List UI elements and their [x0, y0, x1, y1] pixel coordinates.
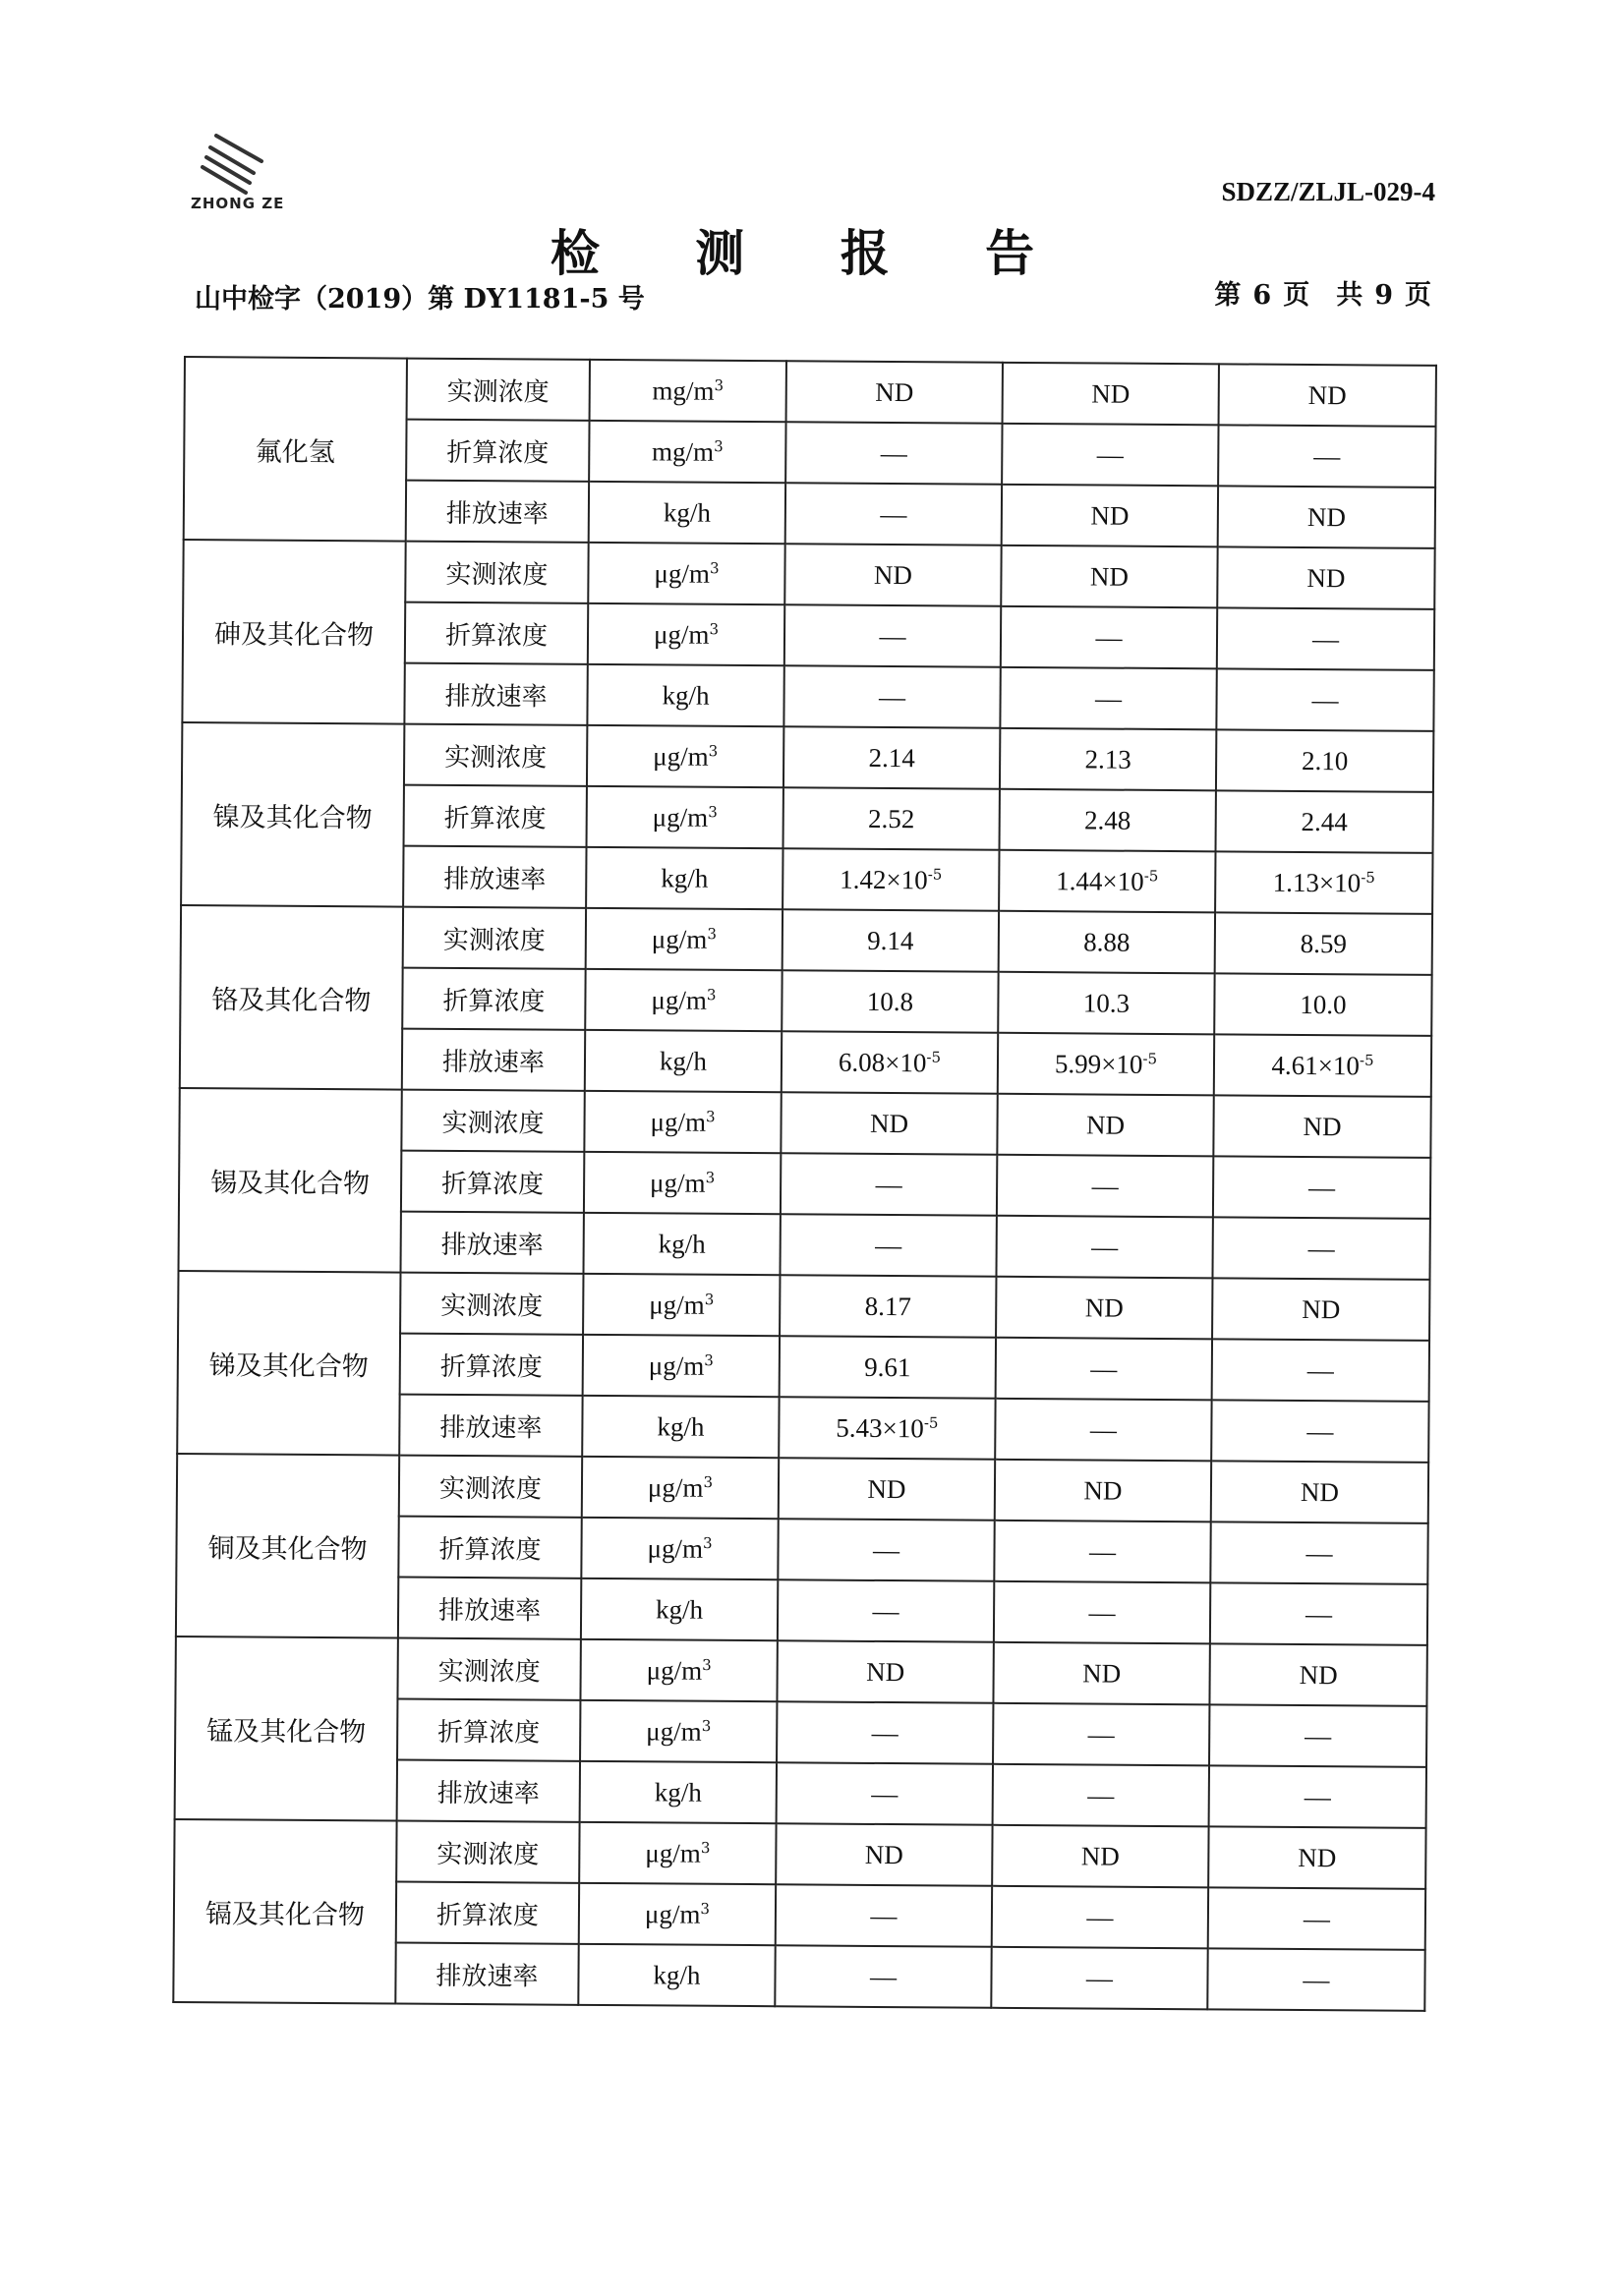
unit-cell — [584, 1152, 781, 1214]
value-text: — — [869, 1961, 898, 1991]
value-text: — — [1306, 1354, 1334, 1385]
value-cell — [993, 1764, 1209, 1827]
unit-exponent: 3 — [705, 1168, 716, 1186]
value-text: ND — [1089, 560, 1130, 592]
unit-text: μg/m — [646, 1715, 702, 1747]
value-text: ND — [875, 376, 914, 407]
parameter-label: 折算浓度 — [398, 1517, 581, 1578]
value-exponent: -5 — [923, 1413, 939, 1432]
value-cell — [775, 1945, 991, 2008]
parameter-label: 折算浓度 — [405, 603, 588, 664]
unit-exponent: 3 — [703, 1472, 714, 1491]
value-text: 1.13×10 — [1272, 867, 1362, 897]
value-cell — [779, 1458, 995, 1521]
value-text: — — [1086, 1901, 1114, 1932]
unit-text: kg/h — [663, 496, 712, 528]
parameter-label: 实测浓度 — [407, 359, 590, 421]
value-cell — [1216, 790, 1433, 853]
value-cell — [998, 1033, 1214, 1096]
value-cell — [1208, 1826, 1425, 1889]
table-row — [174, 1819, 1425, 1889]
unit-text: kg/h — [659, 1045, 708, 1076]
value-text: — — [872, 1534, 900, 1565]
unit-cell — [588, 603, 784, 665]
value-text: — — [1313, 440, 1341, 471]
parameter-label: 实测浓度 — [397, 1638, 580, 1700]
value-text: ND — [1082, 1657, 1122, 1689]
unit-exponent: 3 — [702, 1655, 712, 1674]
value-cell — [785, 422, 1002, 485]
unit-text: kg/h — [661, 862, 709, 893]
value-text: ND — [1083, 1474, 1123, 1506]
logo-text: ZHONG ZE — [191, 195, 285, 212]
unit-exponent: 3 — [709, 619, 720, 638]
page-title: 检 测 报 告 — [550, 224, 1074, 282]
unit-exponent: 3 — [706, 1107, 716, 1125]
value-text: — — [1304, 1781, 1331, 1811]
value-cell — [784, 544, 1001, 606]
value-text: — — [871, 1778, 899, 1808]
value-cell — [998, 972, 1214, 1035]
value-text: ND — [869, 1108, 909, 1138]
unit-exponent: 3 — [700, 1899, 711, 1918]
parameter-label: 实测浓度 — [400, 1273, 583, 1335]
value-cell — [1209, 1765, 1426, 1828]
value-text: — — [1307, 1233, 1335, 1263]
value-cell — [1209, 1643, 1426, 1706]
value-text: 2.48 — [1083, 804, 1131, 835]
value-text: — — [1096, 438, 1124, 470]
value-cell — [1209, 1704, 1426, 1767]
unit-cell — [583, 1274, 780, 1336]
value-text: — — [1303, 1964, 1330, 1994]
value-exponent: -5 — [927, 865, 943, 884]
unit-text: kg/h — [662, 679, 710, 711]
value-cell — [1219, 364, 1436, 427]
document-code: SDZZ/ZLJL-029-4 — [1221, 177, 1435, 206]
unit-cell — [580, 1700, 777, 1762]
value-cell — [1211, 1461, 1428, 1523]
value-text: — — [875, 1230, 902, 1260]
unit-text: μg/m — [648, 1349, 705, 1381]
value-text: — — [1311, 684, 1339, 715]
unit-cell — [585, 1030, 782, 1092]
table-row — [178, 1271, 1429, 1341]
unit-text: μg/m — [644, 1898, 701, 1929]
value-cell — [991, 1947, 1207, 2010]
parameter-label: 折算浓度 — [400, 1334, 583, 1396]
value-text: — — [870, 1900, 898, 1930]
value-cell — [992, 1886, 1208, 1949]
value-cell — [1211, 1400, 1428, 1463]
value-cell — [1000, 667, 1216, 730]
unit-exponent: 3 — [706, 985, 717, 1004]
value-cell — [1216, 729, 1433, 792]
value-cell — [780, 1275, 996, 1338]
unit-cell — [586, 847, 783, 909]
pollutant-name: 铬及其化合物 — [180, 905, 403, 1090]
value-text: ND — [1090, 499, 1130, 531]
value-cell — [1002, 424, 1218, 487]
value-cell — [777, 1640, 993, 1703]
parameter-label: 实测浓度 — [403, 907, 586, 969]
unit-text: kg/h — [655, 1593, 704, 1625]
unit-exponent: 3 — [708, 802, 718, 821]
unit-cell — [587, 664, 783, 726]
parameter-label: 排放速率 — [402, 1029, 585, 1091]
unit-text: μg/m — [653, 618, 710, 650]
value-text: 9.61 — [864, 1351, 911, 1382]
value-cell — [1208, 1887, 1425, 1950]
value-cell — [997, 1155, 1213, 1218]
value-cell — [1001, 545, 1217, 608]
value-cell — [1207, 1948, 1424, 2011]
value-text: ND — [1080, 1840, 1120, 1871]
value-cell — [993, 1642, 1209, 1705]
unit-text: kg/h — [657, 1410, 705, 1442]
unit-exponent: 3 — [714, 436, 724, 455]
unit-exponent: 3 — [714, 375, 725, 394]
unit-exponent: 3 — [704, 1290, 715, 1308]
value-cell — [1003, 363, 1219, 426]
unit-exponent: 3 — [709, 558, 720, 577]
value-text: 1.42×10 — [840, 864, 928, 894]
pollutant-name: 氟化氢 — [184, 357, 407, 542]
value-cell — [783, 848, 999, 911]
value-cell — [1215, 851, 1432, 914]
value-text: ND — [867, 1473, 906, 1504]
value-text: — — [1305, 1720, 1332, 1751]
value-text: — — [871, 1717, 899, 1748]
value-cell — [996, 1216, 1212, 1279]
unit-exponent: 3 — [701, 1716, 712, 1735]
value-text: ND — [1085, 1109, 1126, 1140]
value-cell — [1214, 1034, 1431, 1097]
value-text: 2.14 — [868, 742, 915, 773]
value-text: — — [1308, 1172, 1336, 1202]
unit-text: kg/h — [654, 1776, 702, 1808]
pollutant-name: 铜及其化合物 — [176, 1454, 399, 1638]
pollutant-name: 锑及其化合物 — [177, 1271, 400, 1456]
unit-text: kg/h — [658, 1228, 706, 1259]
table-row — [175, 1636, 1426, 1706]
value-text: 1.44×10 — [1056, 865, 1144, 896]
value-text: ND — [1307, 379, 1347, 410]
unit-text: μg/m — [653, 740, 709, 772]
value-text: 2.13 — [1084, 743, 1131, 775]
unit-cell — [590, 360, 786, 422]
unit-cell — [579, 1883, 776, 1945]
unit-text: μg/m — [646, 1654, 703, 1686]
value-exponent: -5 — [1361, 868, 1375, 887]
value-cell — [783, 909, 999, 972]
value-text: ND — [1306, 501, 1346, 532]
value-cell — [1213, 1095, 1430, 1158]
unit-cell — [583, 1335, 780, 1397]
value-cell — [1217, 607, 1434, 670]
value-text: — — [878, 681, 906, 712]
value-text: — — [1305, 1598, 1333, 1629]
value-text: 8.59 — [1300, 928, 1348, 958]
value-cell — [1216, 668, 1433, 731]
value-text: — — [1088, 1596, 1116, 1628]
value-text: — — [879, 620, 906, 651]
value-text: 10.3 — [1082, 987, 1131, 1018]
unit-cell — [586, 908, 783, 970]
table-row — [185, 357, 1436, 427]
value-cell — [776, 1884, 992, 1947]
value-text: — — [1095, 621, 1123, 653]
value-cell — [1212, 1217, 1429, 1280]
parameter-label: 排放速率 — [395, 1943, 578, 2005]
value-text: 6.08×10 — [838, 1047, 927, 1077]
value-cell — [785, 483, 1002, 545]
value-text: ND — [1306, 562, 1346, 593]
unit-cell — [582, 1457, 779, 1519]
unit-cell — [587, 786, 783, 848]
value-cell — [782, 970, 998, 1033]
table-row — [179, 1088, 1430, 1158]
page-indicator: 第 6 页 共 9 页 — [1214, 280, 1431, 311]
value-text: — — [880, 498, 907, 529]
parameter-label: 实测浓度 — [399, 1456, 582, 1518]
value-text: — — [1091, 1231, 1119, 1262]
value-cell — [994, 1521, 1210, 1583]
value-cell — [1218, 486, 1435, 548]
value-cell — [1213, 1156, 1430, 1219]
value-text: ND — [864, 1839, 903, 1869]
value-exponent: -5 — [926, 1048, 942, 1066]
value-cell — [786, 361, 1003, 424]
value-cell — [783, 665, 1000, 728]
unit-exponent: 3 — [708, 741, 719, 760]
value-text: — — [872, 1595, 899, 1626]
value-cell — [1217, 546, 1434, 609]
value-text: — — [875, 1169, 902, 1199]
unit-text: μg/m — [654, 557, 711, 589]
unit-cell — [583, 1213, 780, 1275]
value-text: 8.17 — [864, 1291, 911, 1321]
parameter-label: 实测浓度 — [401, 1090, 584, 1152]
value-text: — — [1087, 1779, 1115, 1810]
value-text: — — [1311, 623, 1340, 654]
parameter-label: 折算浓度 — [404, 785, 587, 847]
unit-text: μg/m — [649, 1289, 705, 1320]
unit-exponent: 3 — [707, 924, 717, 943]
unit-cell — [589, 482, 785, 544]
value-text: 4.61×10 — [1271, 1050, 1361, 1080]
value-cell — [999, 850, 1215, 913]
value-text: 5.99×10 — [1054, 1048, 1143, 1079]
pollutant-name: 镍及其化合物 — [181, 722, 404, 907]
unit-text: μg/m — [647, 1471, 704, 1503]
value-text: — — [1091, 1170, 1119, 1201]
measurement-table — [172, 356, 1437, 2012]
unit-cell — [579, 1822, 776, 1884]
parameter-label: 折算浓度 — [401, 1151, 584, 1213]
value-cell — [1000, 728, 1216, 791]
parameter-label: 排放速率 — [400, 1212, 583, 1274]
unit-cell — [581, 1578, 778, 1640]
table-row — [181, 905, 1432, 975]
value-text: 9.14 — [867, 925, 914, 955]
parameter-label: 折算浓度 — [397, 1699, 580, 1761]
value-cell — [993, 1703, 1209, 1766]
table-row — [183, 540, 1434, 609]
unit-cell — [580, 1639, 777, 1701]
parameter-label: 折算浓度 — [396, 1882, 579, 1944]
value-cell — [997, 1094, 1213, 1157]
value-text: — — [1087, 1718, 1115, 1750]
table-row — [182, 722, 1433, 792]
value-text: ND — [1091, 377, 1131, 409]
value-text: — — [1085, 1962, 1114, 1993]
value-text: — — [1094, 682, 1123, 714]
unit-text: μg/m — [652, 801, 709, 832]
value-exponent: -5 — [1142, 1049, 1158, 1067]
report-number: 山中检字（2019）第 DY1181-5 号 — [195, 284, 645, 315]
unit-exponent: 3 — [704, 1350, 714, 1369]
value-text: — — [1305, 1537, 1333, 1568]
value-text: — — [1088, 1535, 1117, 1567]
unit-cell — [589, 421, 785, 483]
value-cell — [995, 1399, 1211, 1462]
value-cell — [999, 911, 1215, 974]
unit-text: μg/m — [647, 1532, 704, 1564]
value-text: ND — [1084, 1292, 1124, 1323]
parameter-label: 排放速率 — [404, 663, 587, 725]
value-text: — — [1089, 1413, 1118, 1445]
value-cell — [783, 726, 1000, 789]
parameter-label: 实测浓度 — [404, 724, 587, 786]
value-cell — [1218, 425, 1435, 488]
value-text: ND — [1302, 1293, 1341, 1324]
value-cell — [1210, 1582, 1427, 1645]
unit-cell — [585, 969, 782, 1031]
unit-cell — [581, 1518, 778, 1579]
value-cell — [1212, 1278, 1429, 1341]
value-cell — [778, 1579, 994, 1642]
value-cell — [781, 1092, 997, 1155]
value-cell — [779, 1397, 995, 1460]
value-text: ND — [1303, 1111, 1342, 1141]
value-cell — [1214, 973, 1431, 1036]
value-cell — [1000, 789, 1216, 852]
value-exponent: -5 — [1143, 866, 1159, 885]
pollutant-name: 锰及其化合物 — [175, 1636, 398, 1821]
pollutant-name: 锡及其化合物 — [179, 1088, 402, 1273]
value-cell — [992, 1825, 1208, 1888]
parameter-label: 实测浓度 — [396, 1821, 579, 1883]
value-cell — [995, 1460, 1211, 1522]
value-cell — [777, 1762, 993, 1825]
value-cell — [996, 1277, 1212, 1340]
value-text: — — [1306, 1415, 1334, 1446]
unit-text: kg/h — [653, 1959, 701, 1990]
value-cell — [784, 604, 1001, 667]
value-text: — — [1090, 1352, 1118, 1384]
value-cell — [1215, 912, 1432, 975]
value-cell — [782, 1031, 998, 1094]
parameter-label: 排放速率 — [406, 481, 589, 543]
unit-text: μg/m — [651, 923, 708, 954]
value-text: 8.88 — [1083, 926, 1131, 957]
parameter-label: 折算浓度 — [402, 968, 585, 1030]
parameter-label: 排放速率 — [398, 1578, 581, 1639]
value-text: ND — [1300, 1476, 1340, 1507]
value-cell — [780, 1214, 996, 1277]
unit-cell — [578, 1944, 775, 2006]
value-text: ND — [1299, 1659, 1338, 1690]
parameter-label: 排放速率 — [399, 1395, 582, 1457]
value-text: 2.44 — [1301, 806, 1348, 836]
value-text: — — [880, 437, 907, 468]
parameter-label: 排放速率 — [397, 1760, 580, 1822]
value-cell — [776, 1823, 992, 1886]
value-text: 10.8 — [866, 986, 914, 1016]
value-cell — [778, 1519, 994, 1581]
parameter-label: 排放速率 — [403, 846, 586, 908]
value-text: ND — [873, 559, 913, 590]
value-cell — [1001, 606, 1217, 669]
value-text: — — [1303, 1903, 1331, 1933]
value-cell — [783, 787, 1000, 850]
unit-exponent: 3 — [700, 1838, 711, 1857]
value-cell — [996, 1338, 1212, 1401]
value-cell — [781, 1153, 997, 1216]
value-cell — [780, 1336, 996, 1399]
table-row — [177, 1454, 1428, 1523]
unit-text: μg/m — [645, 1837, 701, 1868]
unit-cell — [584, 1091, 781, 1153]
value-text: ND — [866, 1656, 905, 1687]
parameter-label: 实测浓度 — [405, 542, 588, 603]
parameter-label: 折算浓度 — [406, 420, 589, 482]
value-cell — [1212, 1339, 1429, 1402]
unit-text: μg/m — [650, 1106, 707, 1137]
value-cell — [777, 1701, 993, 1764]
value-text: ND — [1298, 1842, 1337, 1872]
value-text: 2.10 — [1301, 745, 1349, 775]
unit-exponent: 3 — [702, 1533, 713, 1552]
value-cell — [994, 1581, 1210, 1644]
unit-text: μg/m — [650, 1167, 706, 1198]
value-cell — [1210, 1521, 1427, 1584]
pollutant-name: 砷及其化合物 — [182, 540, 405, 724]
unit-cell — [587, 725, 783, 787]
value-text: 10.0 — [1300, 989, 1347, 1019]
pollutant-name: 镉及其化合物 — [173, 1819, 396, 2004]
value-text: 2.52 — [868, 803, 915, 833]
unit-text: μg/m — [651, 984, 708, 1015]
unit-cell — [580, 1761, 777, 1823]
unit-text: mg/m — [652, 374, 715, 406]
unit-cell — [582, 1396, 779, 1458]
unit-cell — [588, 543, 784, 604]
unit-text: mg/m — [651, 435, 715, 467]
value-exponent: -5 — [1359, 1051, 1374, 1069]
value-cell — [1002, 485, 1218, 547]
value-text: 5.43×10 — [836, 1412, 924, 1443]
